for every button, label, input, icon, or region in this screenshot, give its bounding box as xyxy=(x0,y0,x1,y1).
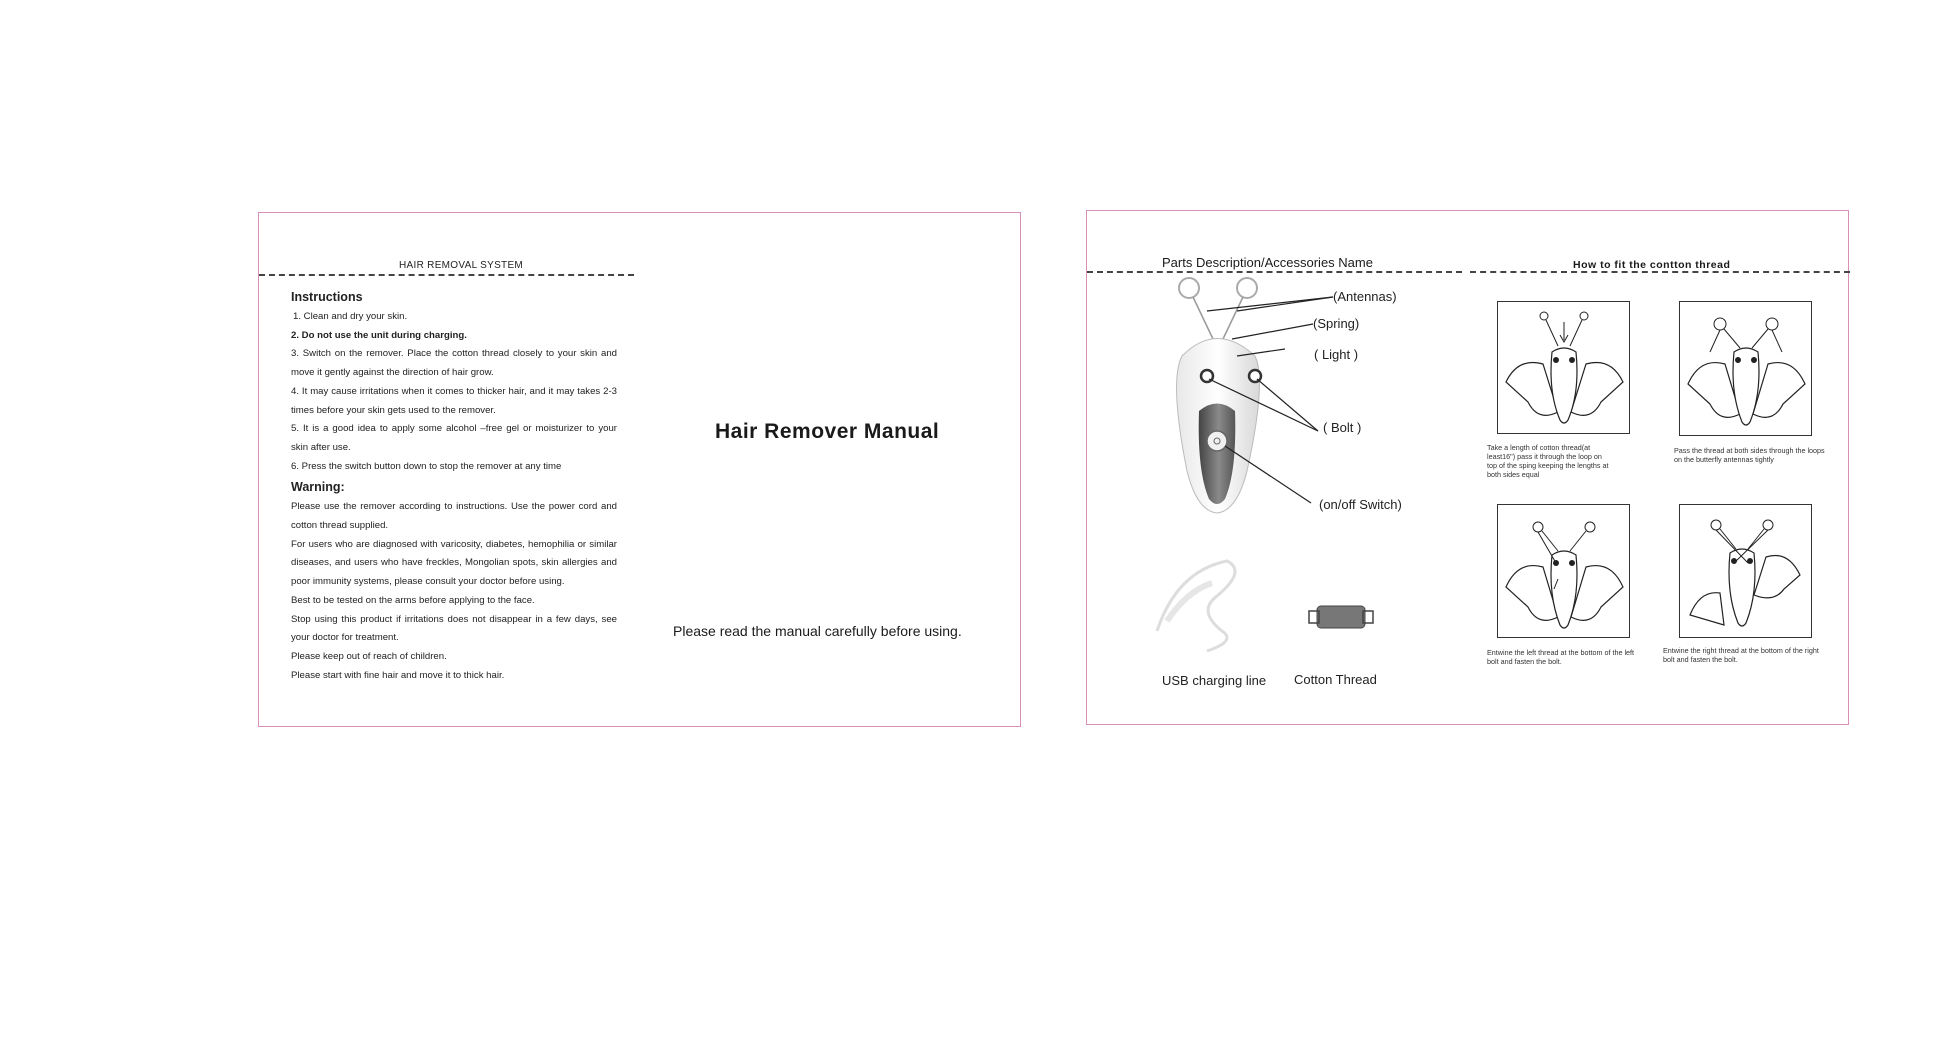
manual-subtitle: Please read the manual carefully before using. xyxy=(673,623,962,639)
warning-item: Best to be tested on the arms before applying to the face. xyxy=(291,594,535,606)
instruction-item: 2. Do not use the unit during charging. xyxy=(291,329,467,341)
label-spring: (Spring) xyxy=(1313,316,1360,331)
label-switch: (on/off Switch) xyxy=(1319,497,1402,512)
warning-item: Please start with fine hair and move it to thick hair. xyxy=(291,669,505,681)
warning-item: Please keep out of reach of children. xyxy=(291,650,447,662)
step-1-illustration xyxy=(1497,301,1630,434)
label-cotton-thread: Cotton Thread xyxy=(1294,672,1377,687)
warning-item: Please use the remover according to instructions. Use the power cord and cotton thread supplied. xyxy=(291,501,617,532)
left-manual-page xyxy=(258,212,1021,727)
label-bolt: ( Bolt ) xyxy=(1323,420,1362,435)
instruction-item: 1. Clean and dry your skin. xyxy=(293,311,408,322)
header-divider xyxy=(259,274,634,276)
step-4-illustration xyxy=(1679,504,1812,638)
instruction-item: 5. It is a good idea to apply some alcohol –free gel or moisturizer to your skin after use. xyxy=(291,423,617,453)
instructions-block xyxy=(291,287,617,685)
manual-title: Hair Remover Manual xyxy=(715,420,940,443)
step-2-illustration xyxy=(1679,301,1812,436)
step-2-caption: Pass the thread at both sides through the loops on the butterfly antennas tightly xyxy=(1674,446,1825,464)
warning-item: For users who are diagnosed with varicosity, diabetes, hemophilia or similar diseases, and users who have freckles, Mongolian spots, skin allergies and poor immunity systems, please consult your doctor before using. xyxy=(291,538,617,588)
right-manual-page xyxy=(1086,210,1849,725)
step-3-illustration xyxy=(1497,504,1630,638)
warning-item: Stop using this product if irritations does not disappear in a few days, see your doctor for treatment. xyxy=(291,613,617,644)
warning-heading: Warning: xyxy=(291,480,345,495)
instructions-heading: Instructions xyxy=(291,290,363,304)
label-antennas: (Antennas) xyxy=(1333,289,1397,304)
instruction-item: 4. It may cause irritations when it comes to thicker hair, and it may takes 2-3 times before your skin gets used to the remover. xyxy=(291,385,617,416)
step-3-caption: Entwine the left thread at the bottom of the left bolt and fasten the bolt. xyxy=(1487,648,1635,666)
instruction-item: 6. Press the switch button down to stop the remover at any time xyxy=(291,460,562,472)
fit-thread-title: How to fit the contton thread xyxy=(1573,259,1731,271)
step-1-caption: Take a length of cotton thread(at least16") pass it through the loop on top of the sping keeping the lengths at both sides equal xyxy=(1487,443,1609,479)
step-4-caption: Entwine the right thread at the bottom of the right bolt and fasten the bolt. xyxy=(1663,646,1819,664)
instruction-item: 3. Switch on the remover. Place the cotton thread closely to your skin and move it gently against the direction of hair grow. xyxy=(291,348,617,379)
parts-title: Parts Description/Accessories Name xyxy=(1162,255,1373,270)
system-header: HAIR REMOVAL SYSTEM xyxy=(399,260,524,271)
label-light: ( Light ) xyxy=(1314,347,1359,362)
label-usb-charging-line: USB charging line xyxy=(1162,673,1267,688)
